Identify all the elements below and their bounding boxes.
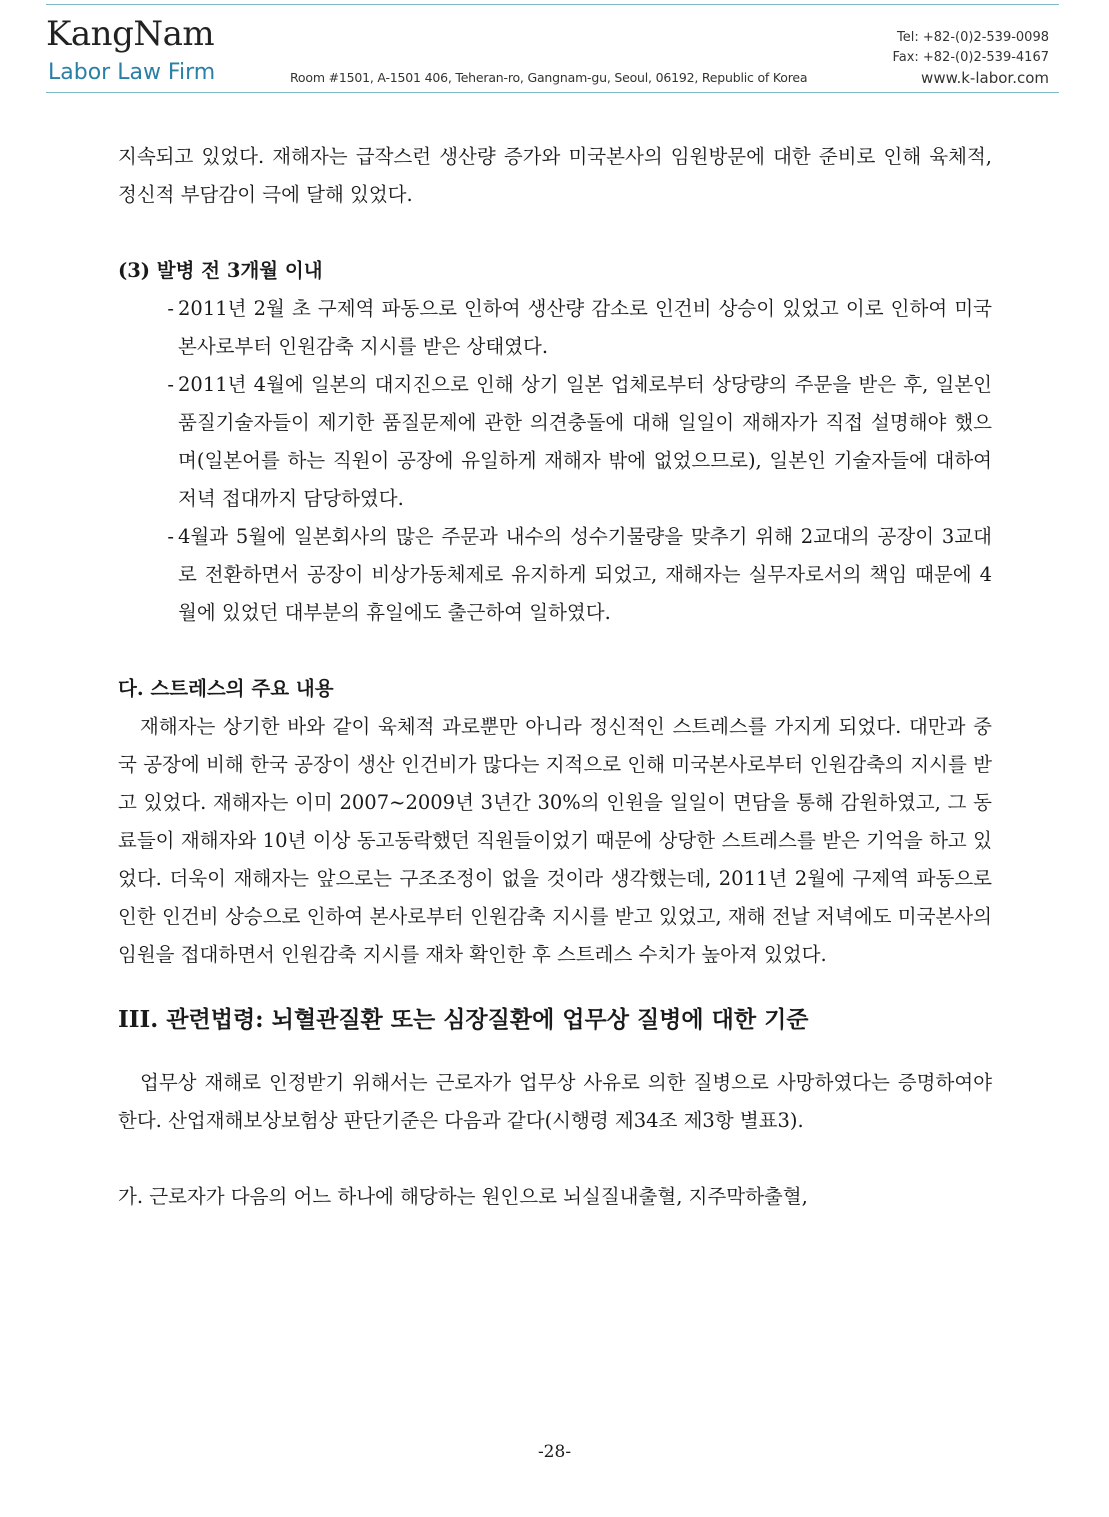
list-item — [118, 290, 992, 366]
item-ga-line: 가. 근로자가 다음의 어느 하나에 해당하는 원인으로 뇌실질내출혈, 지주막하출혈, — [118, 1185, 808, 1208]
section-3-title: III. 관련법령: 뇌혈관질환 또는 심장질환에 업무상 질병에 대한 기준 — [118, 1006, 809, 1033]
dash-bullet: - — [167, 373, 174, 396]
list-item — [118, 518, 992, 632]
list-item-text: 2011년 2월 초 구제역 파동으로 인하여 생산량 감소로 인건비 상승이 있었고 이로 인하여 미국본사로부터 인원감축 지시를 받은 상태였다. — [178, 297, 992, 358]
dash-bullet: - — [167, 525, 174, 548]
dash-bullet: - — [167, 297, 174, 320]
tel: Tel: +82-(0)2-539-0098 — [897, 30, 1049, 45]
page-body — [118, 138, 992, 1216]
header-bottom-rule — [46, 92, 1059, 93]
page-number: -28- — [537, 1442, 572, 1462]
firm-address: Room #1501, A-1501 406, Teheran-ro, Gangnam-gu, Seoul, 06192, Republic of Korea — [290, 70, 808, 85]
firm-contact — [892, 28, 1049, 88]
firm-logo-subtitle: Labor Law Firm — [48, 60, 216, 85]
paragraph-continued: 지속되고 있었다. 재해자는 급작스런 생산량 증가와 미국본사의 임원방문에 대한 준비로 인해 육체적, 정신적 부담감이 극에 달해 있었다. — [118, 145, 992, 206]
firm-logo-name: KangNam — [46, 14, 215, 54]
subheading-stress: 다. 스트레스의 주요 내용 — [118, 677, 334, 700]
stress-paragraph: 재해자는 상기한 바와 같이 육체적 과로뿐만 아니라 정신적인 스트레스를 가지게 되었다. 대만과 중국 공장에 비해 한국 공장이 생산 인건비가 많다는 지적으로 인해 미국본사로부터 인원감축의 지시를 받고 있었다. 재해자는 이미 2007~2009년 3년간 30%의 인원을 일일이 면담을 통해 감원하였고, 그 동료들이 재해자와 10년 이상 동고동락했던 직원들이었기 때문에 상당한 스트레스를 받은 기억을 하고 있었다. 더욱이 재해자는 앞으로는 구조조정이 없을 것이라 생각했는데, 2011년 2월에 구제역 파동으로 인한 인건비 상승으로 인하여 본사로부터 인원감축 지시를 받고 있었고, 재해 전날 저녁에도 미국본사의 임원을 접대하면서 인원감축 지시를 재차 확인한 후 스트레스 수치가 높아져 있었다. — [118, 715, 992, 966]
list-item-text: 4월과 5월에 일본회사의 많은 주문과 내수의 성수기물량을 맞추기 위해 2교대의 공장이 3교대로 전환하면서 공장이 비상가동체제로 유지하게 되었고, 재해자는 실무자로서의 책임 때문에 4월에 있었던 대부분의 휴일에도 출근하여 일하였다. — [178, 525, 992, 624]
subheading-3-months: (3) 발병 전 3개월 이내 — [118, 259, 323, 282]
website: www.k-labor.com — [921, 69, 1049, 87]
fax: Fax: +82-(0)2-539-4167 — [892, 50, 1049, 65]
list-item-text: 2011년 4월에 일본의 대지진으로 인해 상기 일본 업체로부터 상당량의 주문을 받은 후, 일본인 품질기술자들이 제기한 품질문제에 관한 의견충돌에 대해 일일이 재해자가 직접 설명해야 했으며(일본어를 하는 직원이 공장에 유일하게 재해자 밖에 없었으므로), 일본인 기술자들에 대하여 저녁 접대까지 담당하였다. — [178, 373, 992, 510]
header-top-rule — [46, 4, 1059, 5]
law-paragraph: 업무상 재해로 인정받기 위해서는 근로자가 업무상 사유로 의한 질병으로 사망하였다는 증명하여야 한다. 산업재해보상보험상 판단기준은 다음과 같다(시행령 제34조 제3항 별표3). — [118, 1071, 992, 1132]
list-item — [118, 366, 992, 518]
